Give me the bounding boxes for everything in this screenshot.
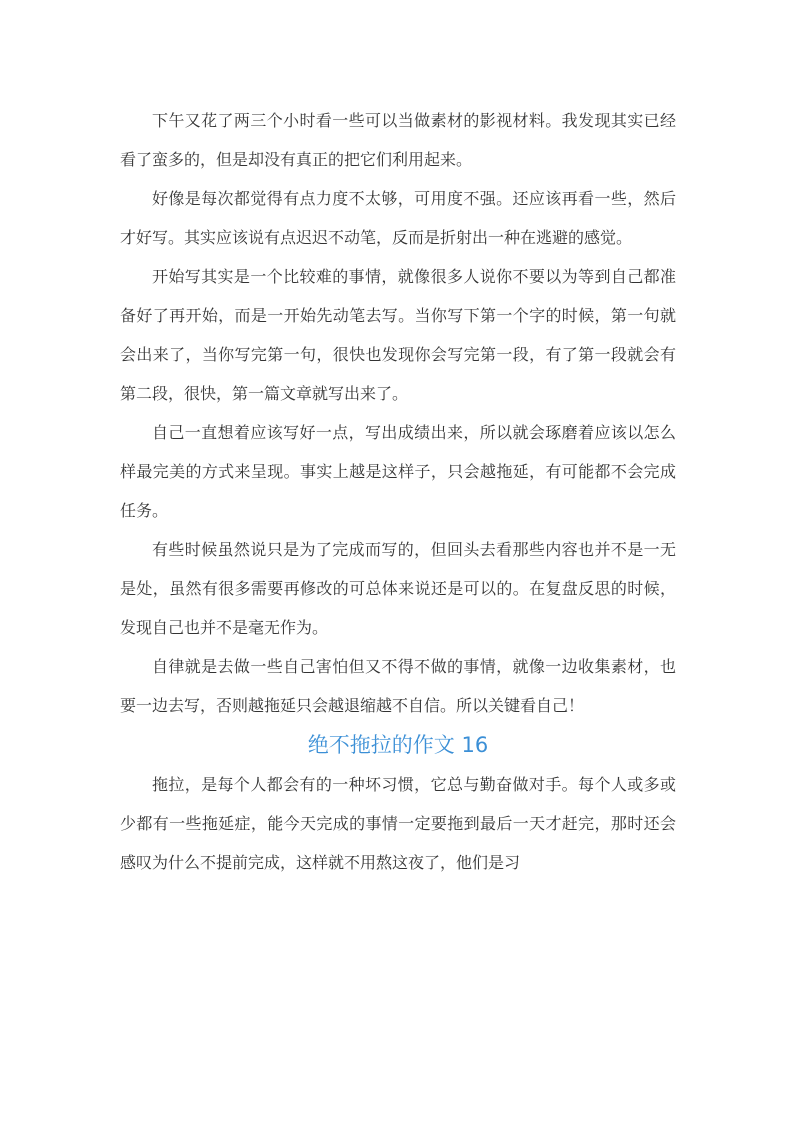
paragraph: 开始写其实是一个比较难的事情，就像很多人说你不要以为等到自己都准备好了再开始，而是一开始先动笔去写。当你写下第一个字的时候，第一句就会出来了，当你写完第一句，很快也发现你会写完第一段，有了第一段就会有第二段，很快，第一篇文章就写出来了。 — [120, 267, 676, 403]
paragraph: 好像是每次都觉得有点力度不太够，可用度不强。还应该再看一些，然后才好写。其实应该说有点迟迟不动笔，反而是折射出一种在逃避的感觉。 — [120, 189, 676, 247]
paragraph: 下午又花了两三个小时看一些可以当做素材的影视材料。我发现其实已经看了蛮多的，但是却没有真正的把它们利用起来。 — [120, 111, 676, 169]
document-body — [120, 101, 676, 882]
paragraph: 拖拉，是每个人都会有的一种坏习惯，它总与勤奋做对手。每个人或多或少都有一些拖延症，能今天完成的事情一定要拖到最后一天才赶完，那时还会感叹为什么不提前完成，这样就不用熬这夜了，他们是习 — [120, 775, 676, 872]
paragraph: 自律就是去做一些自己害怕但又不得不做的事情，就像一边收集素材，也要一边去写，否则越拖延只会越退缩越不自信。所以关键看自己！ — [120, 657, 676, 715]
section-heading: 绝不拖拉的作文 16 — [307, 733, 489, 757]
paragraph: 有些时候虽然说只是为了完成而写的，但回头去看那些内容也并不是一无是处，虽然有很多需要再修改的可总体来说还是可以的。在复盘反思的时候，发现自己也并不是毫无作为。 — [120, 540, 676, 637]
paragraph: 自己一直想着应该写好一点，写出成绩出来，所以就会琢磨着应该以怎么样最完美的方式来呈现。事实上越是这样子，只会越拖延，有可能都不会完成任务。 — [120, 423, 676, 520]
